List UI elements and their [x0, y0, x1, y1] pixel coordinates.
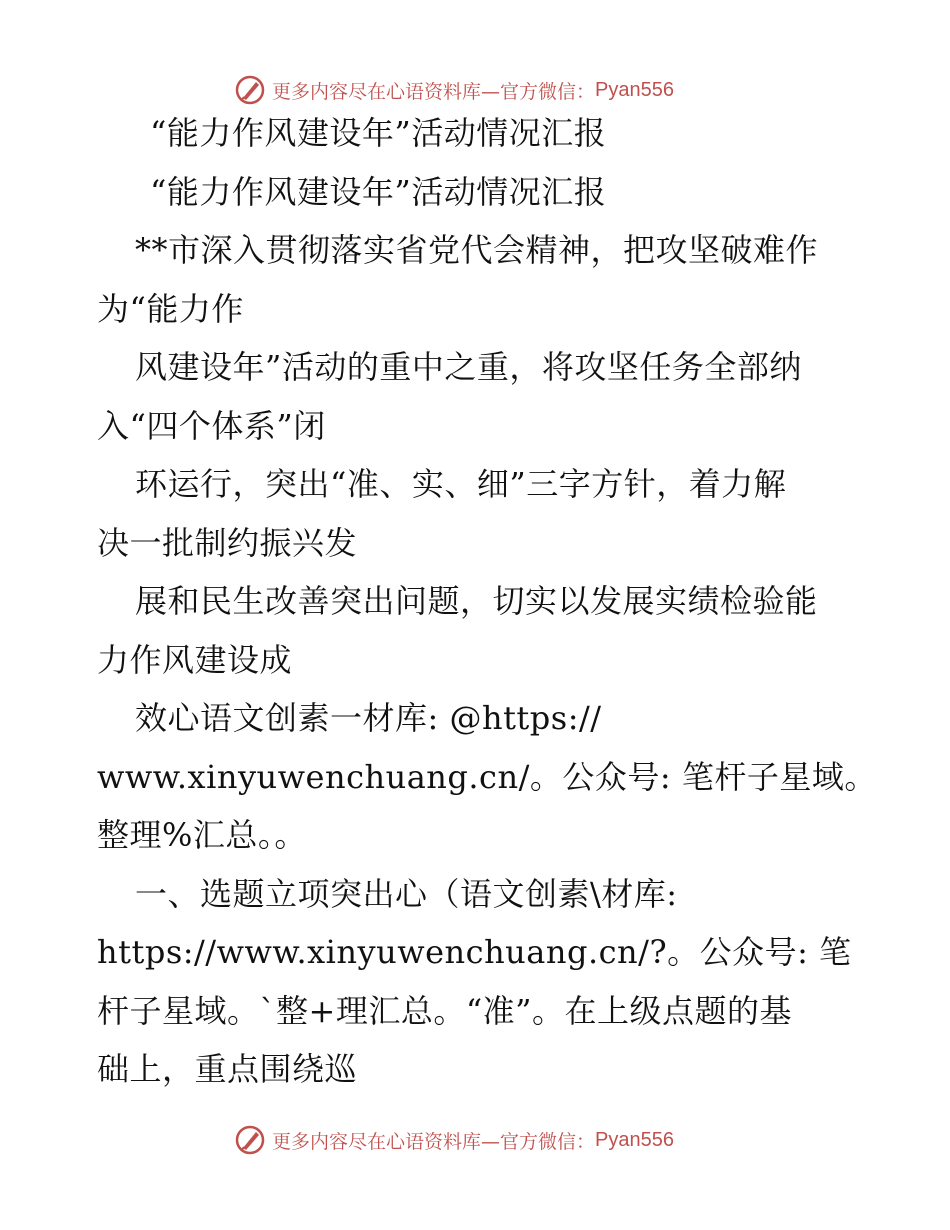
banner-text: 更多内容尽在心语资料库—官方微信： — [272, 1130, 596, 1153]
body-line: 风建设年”活动的重中之重，将攻坚任务全部纳 — [135, 348, 802, 386]
body-line: 决一批制约振兴发 — [97, 524, 358, 562]
banner-wechat-id: Pyan556 — [595, 78, 674, 101]
banner-wechat-id: Pyan556 — [595, 1128, 674, 1151]
body-line: 为“能力作 — [97, 290, 244, 328]
body-line: www.xinyuwenchuang.cn/。公众号: 笔杆子星域。 — [97, 758, 877, 796]
footer-banner — [234, 1123, 674, 1157]
quill-pen-logo-icon — [234, 1124, 266, 1156]
body-line: 入“四个体系”闭 — [97, 407, 326, 445]
header-banner — [234, 73, 674, 107]
document-title: “能力作风建设年”活动情况汇报 — [150, 114, 607, 152]
body-line: 环运行，突出“准、实、细”三字方针，着力解 — [135, 465, 787, 503]
document-title-repeat: “能力作风建设年”活动情况汇报 — [150, 173, 607, 211]
body-line: 力作风建设成 — [97, 641, 293, 679]
body-line: 础上，重点围绕巡 — [97, 1050, 358, 1088]
quill-pen-logo-icon — [234, 74, 266, 106]
body-line: 整理%汇总。。 — [97, 816, 307, 854]
body-line: https://www.xinyuwenchuang.cn/?。公众号: 笔 — [97, 933, 852, 971]
body-line: 效心语文创素一材库: @https:// — [135, 699, 602, 737]
body-line: 杆子星域。`整+理汇总。“准”。在上级点题的基 — [97, 992, 793, 1030]
section-heading: 一、选题立项突出心（语文创素\材库: — [135, 875, 678, 913]
body-line: 展和民生改善突出问题，切实以发展实绩检验能 — [135, 582, 818, 620]
banner-text: 更多内容尽在心语资料库—官方微信： — [272, 80, 596, 103]
body-line: **市深入贯彻落实省党代会精神，把攻坚破难作 — [135, 231, 819, 269]
